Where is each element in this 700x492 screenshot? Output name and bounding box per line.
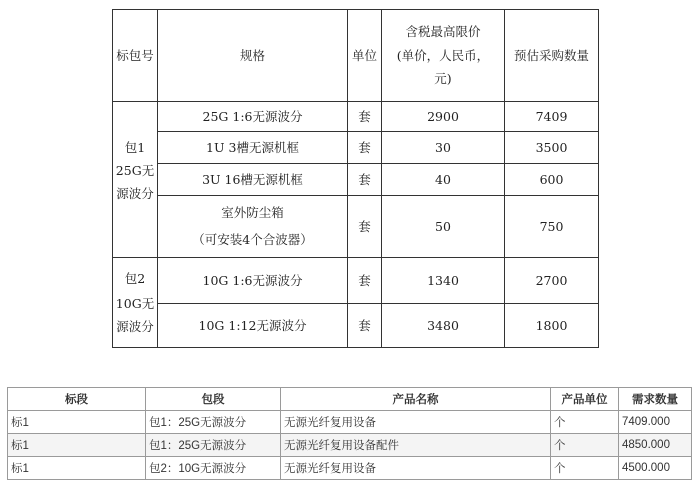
table-row: [113, 258, 599, 304]
qty-cell: 750: [505, 196, 599, 258]
header-row: [113, 10, 599, 102]
header-segment: 标段: [8, 388, 146, 411]
package-2-cell: [113, 258, 158, 348]
spec-cell: [158, 196, 348, 258]
qty-cell: 3500: [505, 132, 599, 164]
package-label: 包1: [124, 139, 146, 155]
unit-cell: 套: [348, 164, 382, 196]
header-demand-qty: 需求数量: [619, 388, 692, 411]
unit-cell: 套: [348, 132, 382, 164]
product-unit-cell: 个: [551, 434, 619, 457]
qty-cell: 1800: [505, 304, 599, 348]
header-price: [382, 10, 505, 102]
price-cell: 1340: [382, 258, 505, 304]
package-desc-line2: 源波分: [116, 186, 154, 202]
package-desc-line2: 源波分: [116, 319, 154, 335]
price-limit-table: [112, 9, 599, 348]
unit-cell: 套: [348, 102, 382, 132]
price-cell: 2900: [382, 102, 505, 132]
product-name-cell: 无源光纤复用设备配件: [281, 434, 551, 457]
demand-qty-cell: 4500.000: [619, 457, 692, 480]
header-price-line3: 元): [434, 71, 452, 87]
table-row: [8, 434, 692, 457]
spec-line1: 室外防尘箱: [221, 205, 284, 221]
package-1-cell: [113, 102, 158, 258]
header-price-line2: (单价，人民币，: [396, 47, 490, 63]
header-qty: 预估采购数量: [505, 10, 599, 102]
package-cell: 包2：10G无源波分: [146, 457, 281, 480]
table-row: [113, 196, 599, 258]
header-row: [8, 388, 692, 411]
qty-cell: 2700: [505, 258, 599, 304]
spec-cell: 3U 16槽无源机框: [158, 164, 348, 196]
header-unit: 单位: [348, 10, 382, 102]
table-row: [113, 102, 599, 132]
price-cell: 3480: [382, 304, 505, 348]
header-pkg: 标包号: [113, 10, 158, 102]
unit-cell: 套: [348, 258, 382, 304]
segment-cell: 标1: [8, 457, 146, 480]
header-product-unit: 产品单位: [551, 388, 619, 411]
unit-cell: 套: [348, 304, 382, 348]
spec-cell: 1U 3槽无源机框: [158, 132, 348, 164]
spec-cell: 25G 1:6无源波分: [158, 102, 348, 132]
header-spec: 规格: [158, 10, 348, 102]
package-cell: 包1：25G无源波分: [146, 434, 281, 457]
segment-cell: 标1: [8, 434, 146, 457]
product-unit-cell: 个: [551, 411, 619, 434]
spec-line2: （可安装4个合波器）: [192, 231, 313, 247]
table-row: [113, 304, 599, 348]
table-row: [8, 411, 692, 434]
product-name-cell: 无源光纤复用设备: [281, 457, 551, 480]
price-cell: 30: [382, 132, 505, 164]
qty-cell: 600: [505, 164, 599, 196]
package-cell: 包1：25G无源波分: [146, 411, 281, 434]
demand-qty-cell: 7409.000: [619, 411, 692, 434]
unit-cell: 套: [348, 196, 382, 258]
package-label: 包2: [124, 270, 146, 286]
demand-qty-cell: 4850.000: [619, 434, 692, 457]
header-package: 包段: [146, 388, 281, 411]
segment-cell: 标1: [8, 411, 146, 434]
table-row: [8, 457, 692, 480]
price-cell: 50: [382, 196, 505, 258]
demand-table: [7, 387, 692, 480]
spec-cell: 10G 1:12无源波分: [158, 304, 348, 348]
package-desc-line1: 25G无: [115, 162, 155, 178]
qty-cell: 7409: [505, 102, 599, 132]
header-price-line1: 含税最高限价: [405, 23, 481, 39]
table-row: [113, 132, 599, 164]
header-product-name: 产品名称: [281, 388, 551, 411]
price-cell: 40: [382, 164, 505, 196]
spec-cell: 10G 1:6无源波分: [158, 258, 348, 304]
product-name-cell: 无源光纤复用设备: [281, 411, 551, 434]
table-row: [113, 164, 599, 196]
product-unit-cell: 个: [551, 457, 619, 480]
package-desc-line1: 10G无: [115, 295, 155, 311]
